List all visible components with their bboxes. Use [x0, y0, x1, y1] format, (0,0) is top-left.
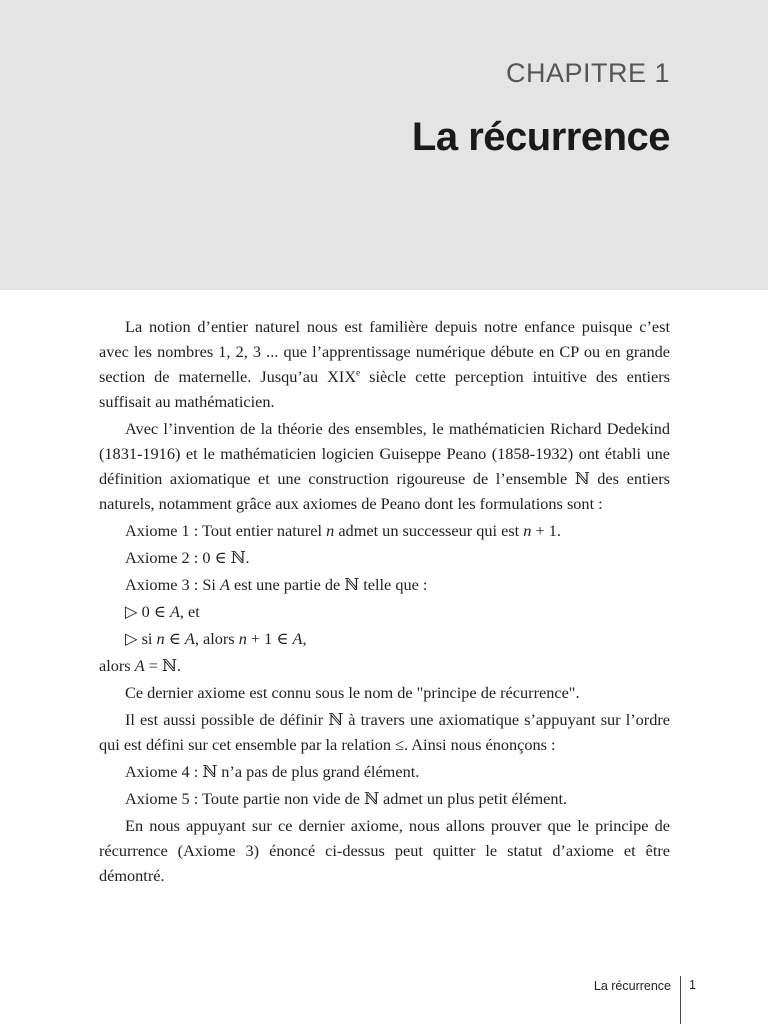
paragraph-recurrence-principle: Ce dernier axiome est connu sous le nom de "principe de récurrence".: [125, 683, 580, 702]
axiom-5: Axiome 5 : Toute partie non vide de ℕ admet un plus petit élément.: [125, 789, 568, 808]
axiom-3: Axiome 3 : Si A est une partie de ℕ telle que :: [125, 575, 428, 594]
page-number: 1: [689, 978, 696, 992]
axiom-2: Axiome 2 : 0 ∈ ℕ.: [125, 548, 250, 567]
body-text: [99, 314, 670, 890]
chapter-title: La récurrence: [411, 115, 670, 159]
paragraph-intro: La notion d’entier naturel nous est familière depuis notre enfance puisque c’est avec les nombres 1, 2, 3 ... que l’apprentissage numérique débute en CP ou en grande section de maternelle. Jusqu’au XIXe siècle cette perception intuitive des entiers suffisait au mathématicien.: [99, 317, 671, 411]
axiom-3-conclusion: alors A = ℕ.: [99, 656, 181, 675]
paragraph-dedekind-peano: Avec l’invention de la théorie des ensembles, le mathématicien Richard Dedekind (1831-1916) et le mathématicien logicien Guiseppe Peano (1858-1932) ont établi une définition axiomatique et une construction rigoureuse de l’ensemble ℕ des entiers naturels, notamment grâce aux axiomes de Peano dont les formulations sont :: [99, 419, 670, 513]
axiom-4: Axiome 4 : ℕ n’a pas de plus grand élément.: [125, 762, 420, 781]
running-title: La récurrence: [593, 979, 671, 993]
chapter-header-band: [0, 0, 768, 290]
chapter-label: CHAPITRE 1: [505, 58, 670, 88]
paragraph-order-axiomatic: Il est aussi possible de définir ℕ à travers une axiomatique s’appuyant sur l’ordre qui est défini sur cet ensemble par la relation ≤. Ainsi nous énonçons :: [99, 710, 670, 754]
axiom-1: Axiome 1 : Tout entier naturel n admet un successeur qui est n + 1.: [125, 521, 561, 540]
paragraph-proof-intro: En nous appuyant sur ce dernier axiome, nous allons prouver que le principe de récurrence (Axiome 3) énoncé ci-dessus peut quitter le statut d’axiome et être démontré.: [99, 816, 670, 885]
axiom-3-condition-2: ▷ si n ∈ A, alors n + 1 ∈ A,: [125, 629, 307, 648]
footer-divider: [680, 976, 681, 1024]
page-footer: [0, 976, 768, 1024]
axiom-3-condition-1: ▷ 0 ∈ A, et: [125, 602, 200, 621]
